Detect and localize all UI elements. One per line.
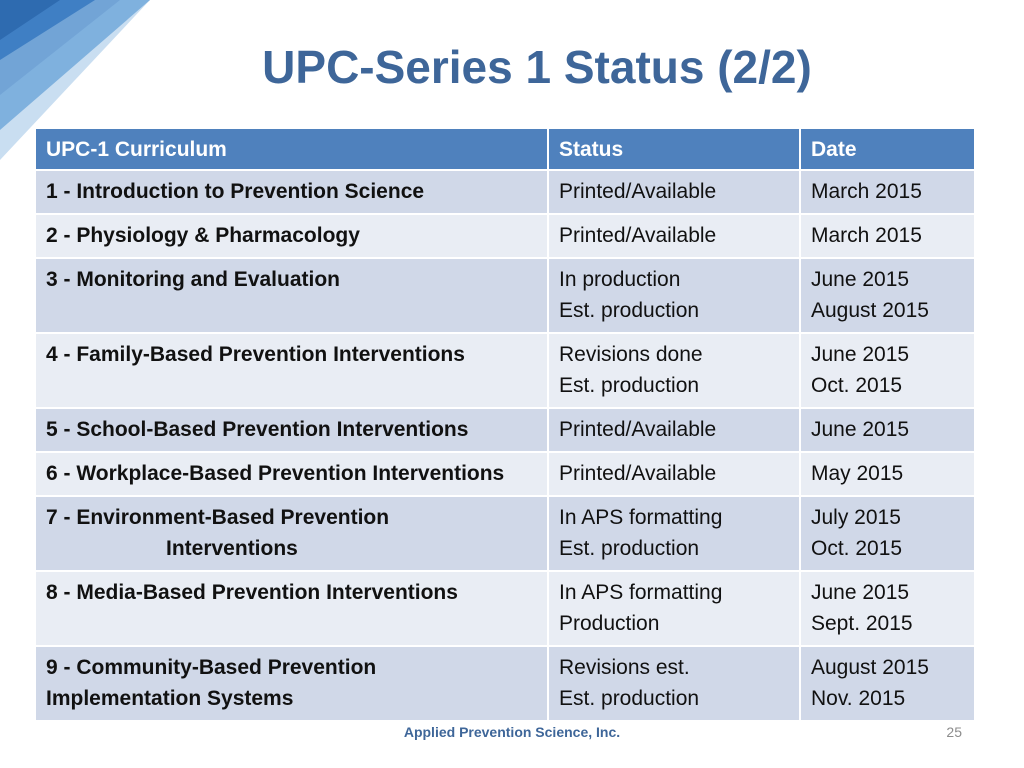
- status-cell: Printed/Available: [548, 214, 800, 258]
- status-cell: In production Est. production: [548, 258, 800, 333]
- status-cell: Printed/Available: [548, 408, 800, 452]
- header-date: Date: [800, 128, 975, 170]
- curriculum-cell: 3 - Monitoring and Evaluation: [35, 258, 548, 333]
- table-row: [35, 571, 975, 646]
- date-cell: August 2015 Nov. 2015: [800, 646, 975, 721]
- date-cell: June 2015 Oct. 2015: [800, 333, 975, 408]
- table-row: [35, 214, 975, 258]
- date-cell: March 2015: [800, 170, 975, 214]
- curriculum-cell: 1 - Introduction to Prevention Science: [35, 170, 548, 214]
- slide-title: UPC-Series 1 Status (2/2): [262, 41, 812, 93]
- curriculum-cell: 9 - Community-Based Prevention Implementation Systems: [35, 646, 548, 721]
- status-cell: Revisions est. Est. production: [548, 646, 800, 721]
- curriculum-cell: 6 - Workplace-Based Prevention Interventions: [35, 452, 548, 496]
- curriculum-cell: 5 - School-Based Prevention Interventions: [35, 408, 548, 452]
- date-cell: June 2015 August 2015: [800, 258, 975, 333]
- table-row: [35, 408, 975, 452]
- status-cell: Printed/Available: [548, 170, 800, 214]
- date-cell: May 2015: [800, 452, 975, 496]
- status-cell: Revisions done Est. production: [548, 333, 800, 408]
- curriculum-cell: 7 - Environment-Based Prevention Interventions: [35, 496, 548, 571]
- status-cell: In APS formatting Production: [548, 571, 800, 646]
- curriculum-cell: 8 - Media-Based Prevention Interventions: [35, 571, 548, 646]
- page-number: 25: [946, 724, 962, 740]
- date-cell: July 2015 Oct. 2015: [800, 496, 975, 571]
- curriculum-cell: 2 - Physiology & Pharmacology: [35, 214, 548, 258]
- header-status: Status: [548, 128, 800, 170]
- footer-company: Applied Prevention Science, Inc.: [403, 724, 621, 740]
- status-table: [34, 127, 976, 722]
- date-cell: March 2015: [800, 214, 975, 258]
- curriculum-cell: 4 - Family-Based Prevention Interventions: [35, 333, 548, 408]
- table-row: [35, 170, 975, 214]
- table-row: [35, 452, 975, 496]
- table-header-row: [35, 128, 975, 170]
- table-row: [35, 333, 975, 408]
- date-cell: June 2015 Sept. 2015: [800, 571, 975, 646]
- table-row: [35, 496, 975, 571]
- table-row: [35, 258, 975, 333]
- status-cell: Printed/Available: [548, 452, 800, 496]
- date-cell: June 2015: [800, 408, 975, 452]
- status-cell: In APS formatting Est. production: [548, 496, 800, 571]
- header-curriculum: UPC-1 Curriculum: [35, 128, 548, 170]
- table-row: [35, 646, 975, 721]
